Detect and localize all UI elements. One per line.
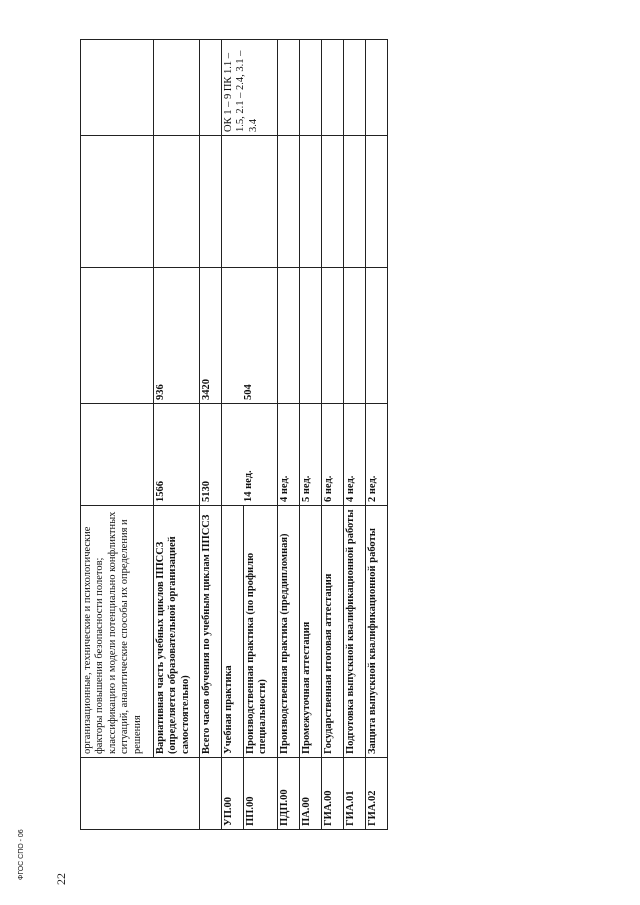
name-cell: Защита выпускной квалификационной работы bbox=[366, 506, 388, 758]
cell bbox=[222, 136, 278, 268]
table-row bbox=[300, 40, 322, 830]
table-row bbox=[322, 40, 344, 830]
cell bbox=[81, 136, 154, 268]
code-cell bbox=[200, 758, 222, 830]
cell bbox=[81, 268, 154, 404]
code-cell: ПП.00 bbox=[244, 758, 278, 830]
name-cell: Всего часов обучения по учебным циклам ППССЗ bbox=[200, 506, 222, 758]
cell: 1566 bbox=[154, 404, 200, 506]
name-cell: Государственная итоговая аттестация bbox=[322, 506, 344, 758]
cell: 5 нед. bbox=[300, 404, 322, 506]
name-cell: Производственная практика (по профилю специальности) bbox=[244, 506, 278, 758]
name-cell: Учебная практика bbox=[222, 506, 244, 758]
footer-label: ФГОС СПО - 06 bbox=[18, 829, 25, 880]
code-cell: ПДП.00 bbox=[278, 758, 300, 830]
code-cell bbox=[154, 758, 200, 830]
table-row bbox=[366, 40, 388, 830]
cell bbox=[322, 268, 344, 404]
cell: 4 нед. bbox=[278, 404, 300, 506]
cell bbox=[300, 136, 322, 268]
page-number: 22 bbox=[54, 873, 68, 885]
name-cell: Подготовка выпускной квалификационной работы bbox=[344, 506, 366, 758]
cell: 936 bbox=[154, 268, 200, 404]
cell bbox=[278, 268, 300, 404]
cell: 3420 bbox=[200, 268, 222, 404]
table-row bbox=[344, 40, 366, 830]
cell bbox=[366, 40, 388, 136]
code-cell: УП.00 bbox=[222, 758, 244, 830]
table-row bbox=[200, 40, 222, 830]
cell bbox=[81, 40, 154, 136]
cell bbox=[154, 136, 200, 268]
cell bbox=[366, 136, 388, 268]
name-cell: организационные, технические и психологические факторы повышения безопасности полетов; классификацию и модели потенциально конфликтных ситуаций, аналитические способы их определения и решения bbox=[81, 506, 154, 758]
cell bbox=[344, 268, 366, 404]
cell bbox=[344, 40, 366, 136]
cell: 6 нед. bbox=[322, 404, 344, 506]
name-cell: Промежуточная аттестация bbox=[300, 506, 322, 758]
cell bbox=[200, 136, 222, 268]
cell: 4 нед. bbox=[344, 404, 366, 506]
table-row bbox=[154, 40, 200, 830]
cell bbox=[278, 40, 300, 136]
cell: 14 нед. bbox=[222, 404, 278, 506]
code-cell: ГИА.00 bbox=[322, 758, 344, 830]
cell bbox=[322, 40, 344, 136]
table-row bbox=[222, 40, 244, 830]
code-cell: ГИА.01 bbox=[344, 758, 366, 830]
cell bbox=[154, 40, 200, 136]
cell bbox=[81, 404, 154, 506]
table-row bbox=[278, 40, 300, 830]
cell bbox=[200, 40, 222, 136]
cell bbox=[300, 40, 322, 136]
code-cell bbox=[81, 758, 154, 830]
cell bbox=[300, 268, 322, 404]
code-cell: ПА.00 bbox=[300, 758, 322, 830]
curriculum-table-rotated bbox=[80, 40, 402, 830]
cell bbox=[344, 136, 366, 268]
competency-cell: ОК 1 – 9 ПК 1.1 – 1.5, 2.1 – 2.4, 3.1 – 3.4 bbox=[222, 40, 278, 136]
name-cell: Вариативная часть учебных циклов ППССЗ (определяется образовательной организацией самостоятельно) bbox=[154, 506, 200, 758]
cell bbox=[366, 268, 388, 404]
cell bbox=[278, 136, 300, 268]
name-cell: Производственная практика (преддипломная) bbox=[278, 506, 300, 758]
cell: 504 bbox=[222, 268, 278, 404]
cell: 5130 bbox=[200, 404, 222, 506]
cell: 2 нед. bbox=[366, 404, 388, 506]
table-row bbox=[81, 40, 154, 830]
curriculum-table bbox=[80, 39, 388, 830]
cell bbox=[322, 136, 344, 268]
code-cell: ГИА.02 bbox=[366, 758, 388, 830]
